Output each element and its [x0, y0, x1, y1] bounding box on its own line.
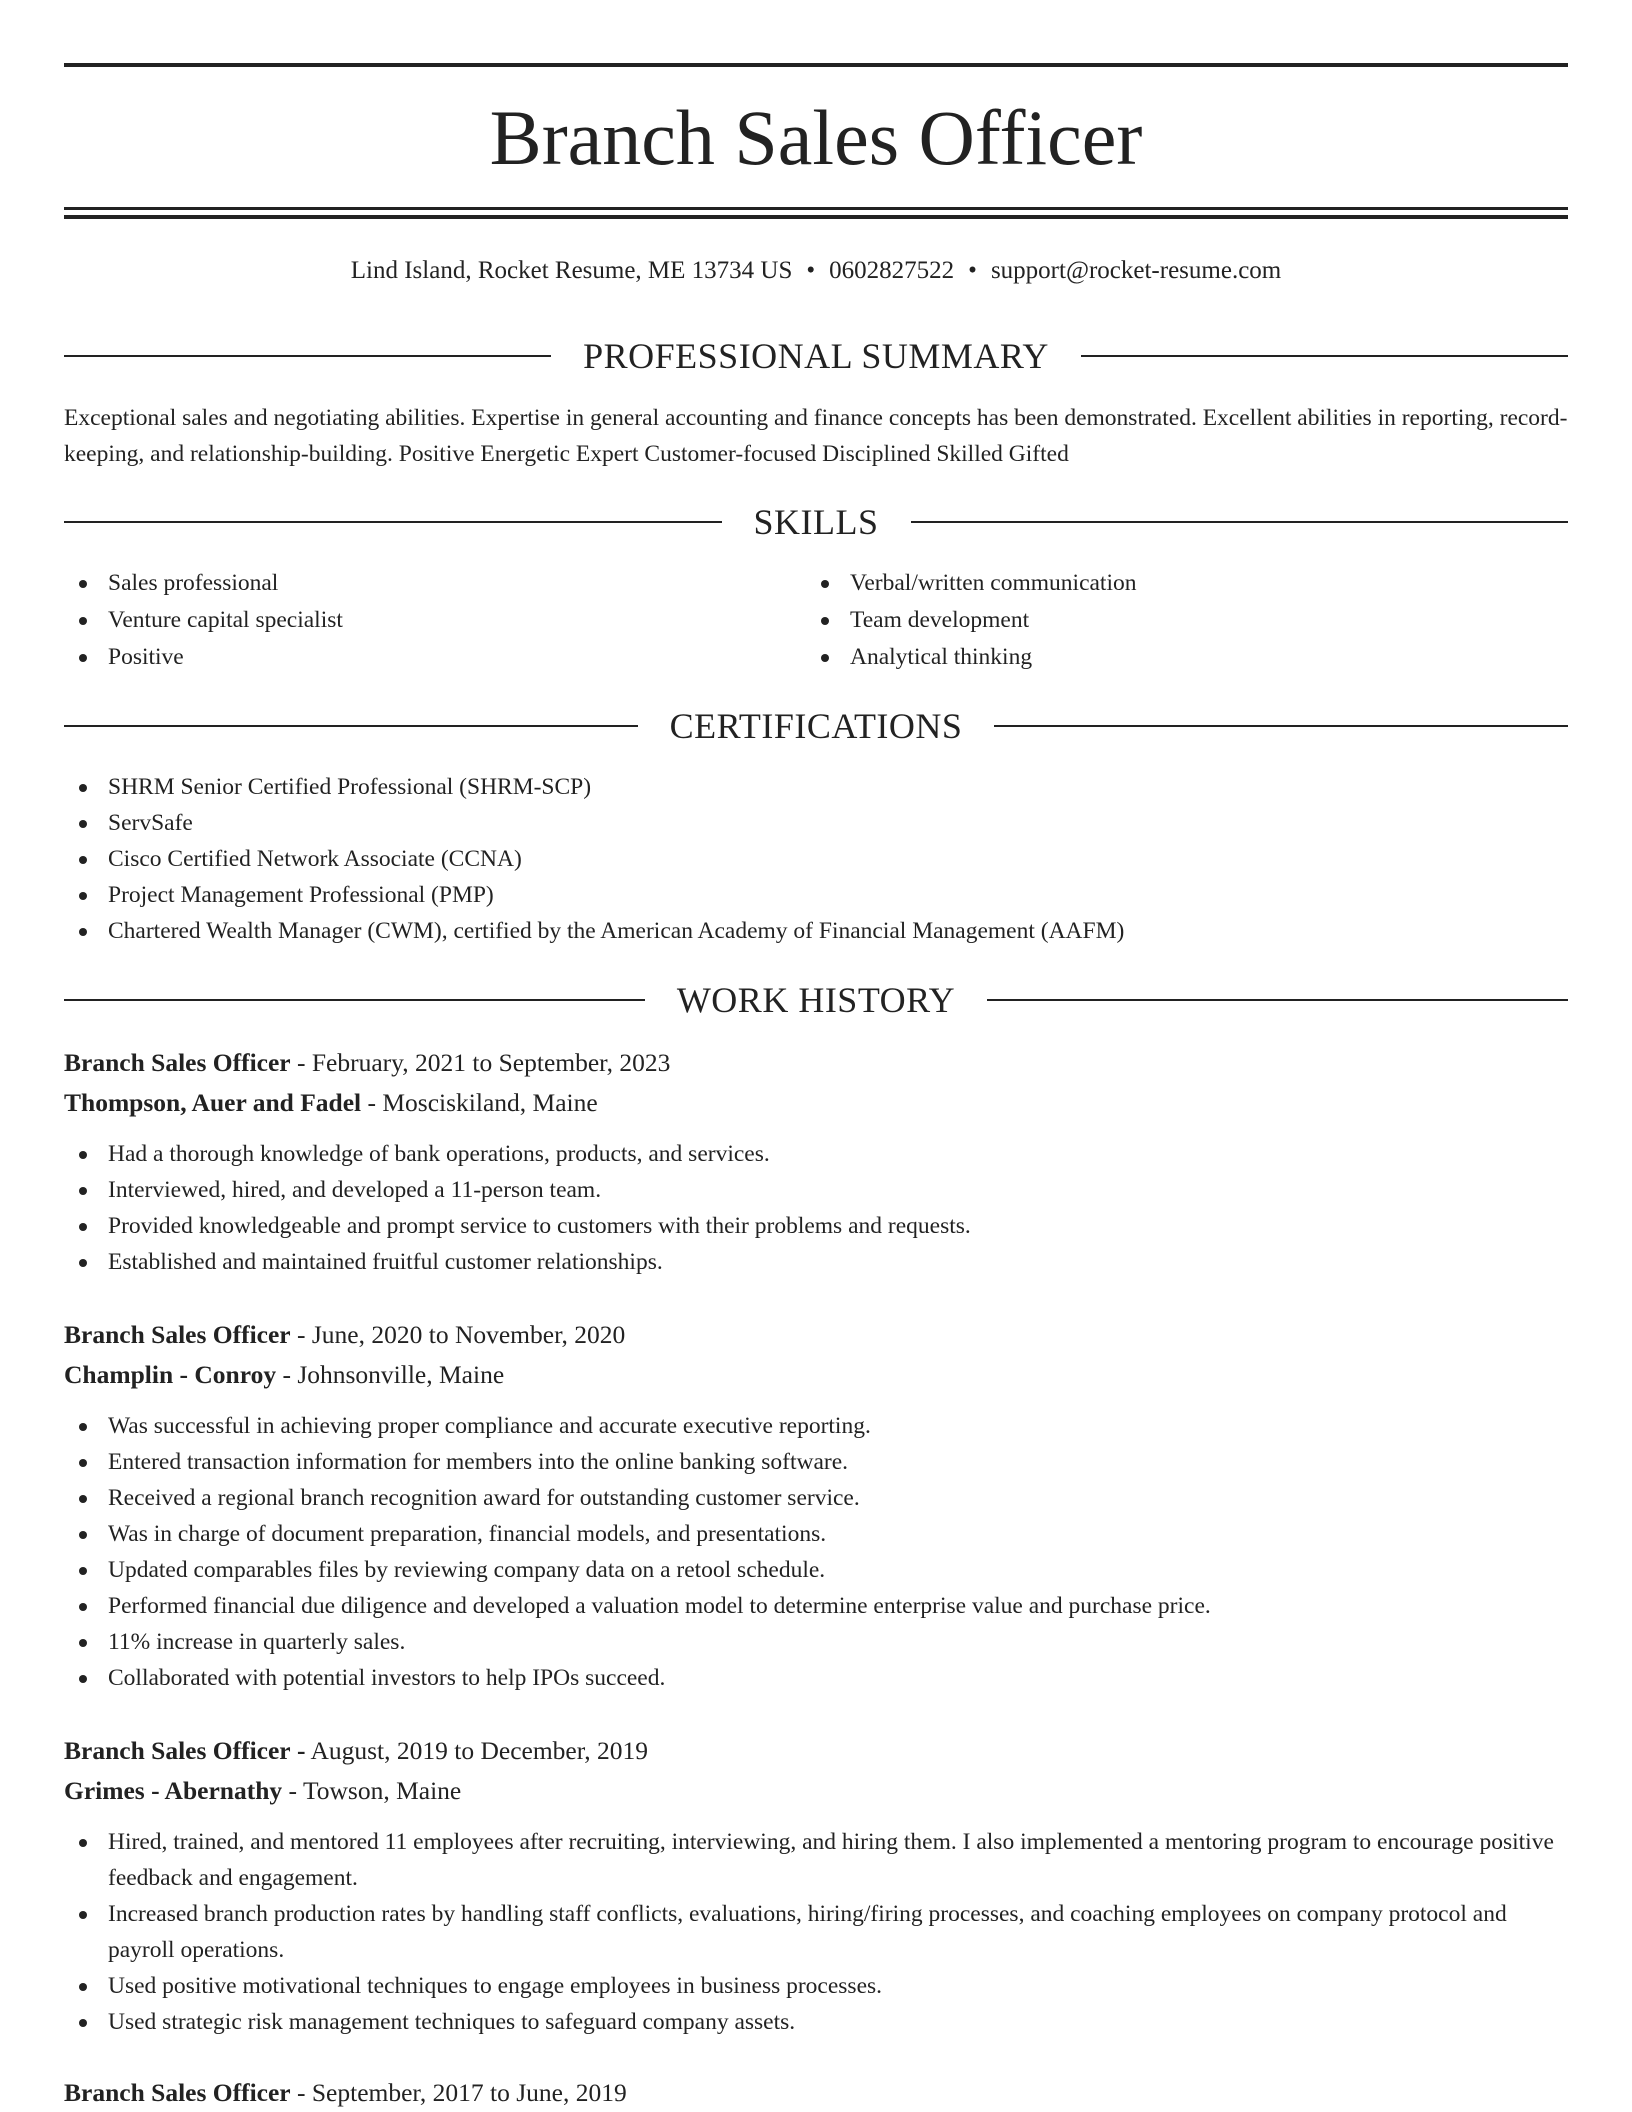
certification-item: SHRM Senior Certified Professional (SHRM-SCP) [64, 769, 1568, 805]
job-title-line: Branch Sales Officer - February, 2021 to September, 2023 [64, 1048, 671, 1077]
skill-item: Verbal/written communication [806, 565, 1506, 602]
heading-rule-right [911, 521, 1569, 523]
heading-rule-right [1081, 355, 1568, 357]
contact-phone: 0602827522 [829, 257, 955, 284]
job-bullet: Had a thorough knowledge of bank operations, products, and services. [64, 1136, 1568, 1172]
job-bullet: Was in charge of document preparation, financial models, and presentations. [64, 1516, 1568, 1552]
job-title: Branch Sales Officer [64, 1320, 291, 1349]
job-title-line: Branch Sales Officer - September, 2017 to June, 2019 [64, 2078, 627, 2107]
heading-rule-left [64, 725, 638, 727]
heading-rule-left [64, 521, 722, 523]
job-dates: September, 2017 to June, 2019 [311, 2078, 627, 2107]
job-dates: August, 2019 to December, 2019 [310, 1736, 648, 1765]
skill-item: Positive [64, 639, 764, 676]
job-company: Grimes - Abernathy [64, 1776, 283, 1805]
job-bullet: Hired, trained, and mentored 11 employees after recruiting, interviewing, and hiring them. I also implemented a mentoring program to encourage positive feedback and engagement. [64, 1824, 1568, 1896]
job-location: Johnsonville, Maine [297, 1360, 505, 1389]
skill-item: Analytical thinking [806, 639, 1506, 676]
header-double-rule-lower [64, 215, 1568, 219]
certification-item: Cisco Certified Network Associate (CCNA) [64, 841, 1568, 877]
skills-list-left [64, 565, 764, 676]
job-dates: June, 2020 to November, 2020 [311, 1320, 626, 1349]
skills-list-right [806, 565, 1506, 676]
summary-text: Exceptional sales and negotiating abilities. Expertise in general accounting and finance concepts has been demonstrated. Excellent abilities in reporting, record-keeping, and relationship-building. Positive Energetic Expert Customer-focused Disciplined Skilled Gifted [64, 405, 1568, 467]
work-history-heading [64, 978, 1568, 1022]
certifications-list [64, 769, 1568, 949]
job-location: Towson, Maine [302, 1776, 462, 1805]
job-bullet: Established and maintained fruitful customer relationships. [64, 1244, 1568, 1280]
job-bullet: Increased branch production rates by handling staff conflicts, evaluations, hiring/firing processes, and coaching employees on company protocol and payroll operations. [64, 1896, 1568, 1968]
candidate-name: Branch Sales Officer [489, 94, 1143, 181]
job-bullet: Used strategic risk management techniques to safeguard company assets. [64, 2004, 1568, 2040]
job-title: Branch Sales Officer [64, 1048, 291, 1077]
contact-address: Lind Island, Rocket Resume, ME 13734 US [350, 257, 793, 284]
skill-item: Team development [806, 602, 1506, 639]
job-entry [64, 1316, 1568, 1696]
certification-item: Chartered Wealth Manager (CWM), certified by the American Academy of Financial Management (AAFM) [64, 913, 1568, 949]
heading-rule-right [994, 725, 1568, 727]
job-title-line: Branch Sales Officer - June, 2020 to November, 2020 [64, 1320, 626, 1349]
summary-heading [64, 334, 1568, 378]
job-company: Champlin - Conroy [64, 1360, 277, 1389]
skill-item: Sales professional [64, 565, 764, 602]
skills-heading-label: SKILLS [753, 502, 879, 542]
job-bullet: Entered transaction information for members into the online banking software. [64, 1444, 1568, 1480]
certification-item: Project Management Professional (PMP) [64, 877, 1568, 913]
job-bullet: Was successful in achieving proper compliance and accurate executive reporting. [64, 1408, 1568, 1444]
job-title: Branch Sales Officer [64, 1736, 291, 1765]
certifications-heading [64, 704, 1568, 748]
job-bullet: Performed financial due diligence and developed a valuation model to determine enterprise value and purchase price. [64, 1588, 1568, 1624]
work-history-heading-label: WORK HISTORY [676, 980, 956, 1020]
job-entry [64, 2074, 1568, 2112]
job-bullet: 11% increase in quarterly sales. [64, 1624, 1568, 1660]
job-dates: February, 2021 to September, 2023 [311, 1048, 671, 1077]
contact-separator: • [806, 257, 816, 284]
job-bullets [64, 1824, 1568, 2040]
certification-item: ServSafe [64, 805, 1568, 841]
job-location: Mosciskiland, Maine [382, 1088, 598, 1117]
job-entry [64, 1044, 1568, 1280]
job-employer-line: Thompson, Auer and Fadel - Mosciskiland, Maine [64, 1088, 598, 1117]
job-bullet: Interviewed, hired, and developed a 11-person team. [64, 1172, 1568, 1208]
job-bullet: Received a regional branch recognition award for outstanding customer service. [64, 1480, 1568, 1516]
contact-separator: • [968, 257, 977, 284]
job-bullet: Used positive motivational techniques to engage employees in business processes. [64, 1968, 1568, 2004]
heading-rule-left [64, 999, 645, 1001]
job-bullet: Provided knowledgeable and prompt service to customers with their problems and requests. [64, 1208, 1568, 1244]
contact-line [64, 254, 1568, 288]
skill-item: Venture capital specialist [64, 602, 764, 639]
header-top-rule [64, 63, 1568, 67]
job-title-line: Branch Sales Officer - August, 2019 to December, 2019 [64, 1736, 648, 1765]
job-employer-line: Champlin - Conroy - Johnsonville, Maine [64, 1360, 505, 1389]
summary-heading-label: PROFESSIONAL SUMMARY [583, 336, 1049, 376]
job-entry [64, 1732, 1568, 2040]
job-bullet: Updated comparables files by reviewing company data on a retool schedule. [64, 1552, 1568, 1588]
skills-heading [64, 500, 1568, 544]
heading-rule-left [64, 355, 551, 357]
certifications-heading-label: CERTIFICATIONS [669, 706, 963, 746]
job-bullets [64, 1408, 1568, 1696]
heading-rule-right [987, 999, 1568, 1001]
contact-email[interactable]: support@rocket-resume.com [990, 257, 1282, 284]
job-bullet: Collaborated with potential investors to help IPOs succeed. [64, 1660, 1568, 1696]
job-employer-line: Grimes - Abernathy - Towson, Maine [64, 1776, 462, 1805]
job-company: Thompson, Auer and Fadel [64, 1088, 362, 1117]
header-double-rule-upper [64, 207, 1568, 210]
job-title: Branch Sales Officer [64, 2078, 291, 2107]
job-bullets [64, 1136, 1568, 1280]
